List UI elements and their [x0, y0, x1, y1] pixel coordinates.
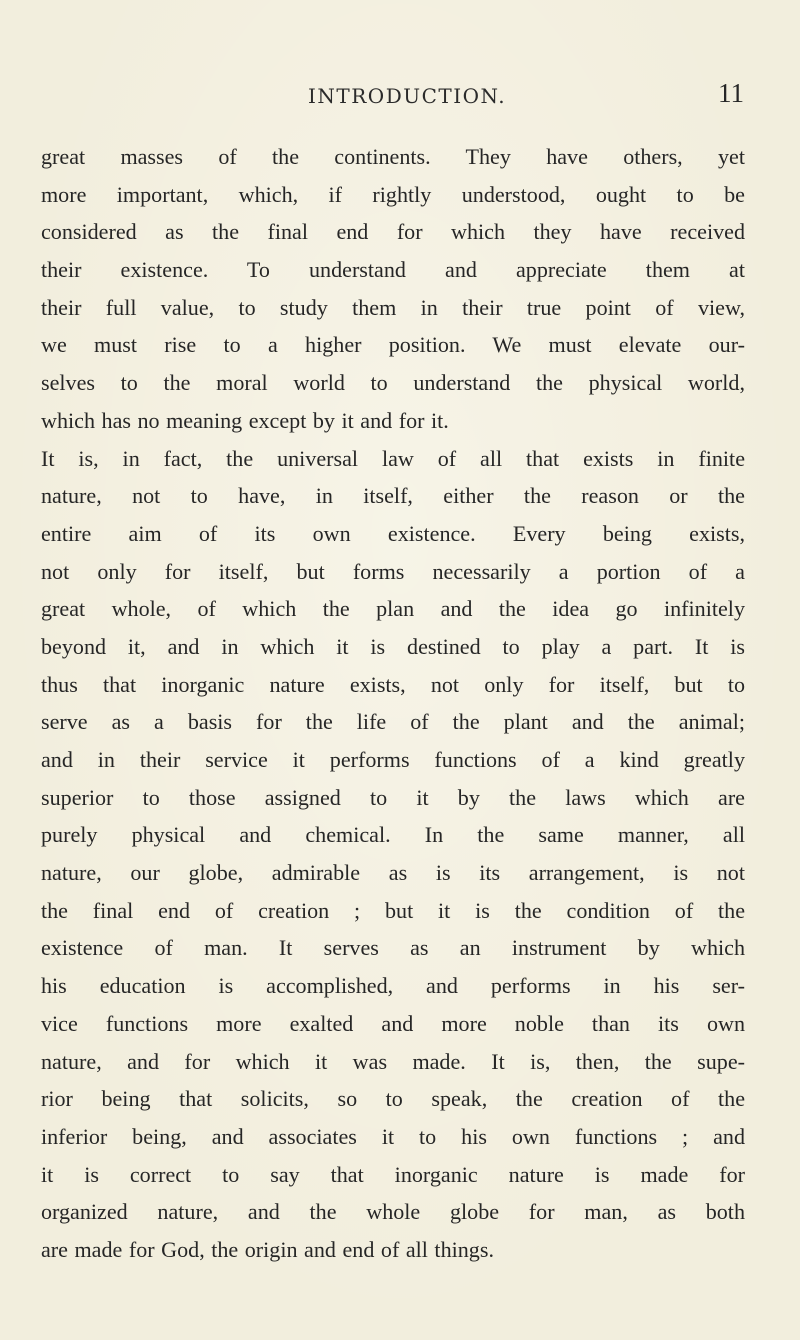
text-line: nature, our globe, admirable as is its arrangement, is not	[41, 860, 745, 886]
running-head: INTRODUCTION.	[308, 84, 507, 108]
text-line: it is correct to say that inorganic nature is made for	[41, 1161, 745, 1187]
text-line: purely physical and chemical. In the same manner, all	[41, 822, 745, 848]
text-line: his education is accomplished, and performs in his ser-	[41, 973, 745, 999]
text-line: great whole, of which the plan and the idea go infinitely	[41, 596, 745, 622]
body-text	[41, 138, 745, 1269]
page-number: 11	[718, 78, 744, 108]
text-line: superior to those assigned to it by the laws which are	[41, 784, 745, 810]
text-line: existence of man. It serves as an instrument by which	[41, 935, 745, 961]
text-line: vice functions more exalted and more noble than its own	[41, 1010, 745, 1036]
text-line: their full value, to study them in their true point of view,	[41, 294, 745, 320]
text-line: thus that inorganic nature exists, not only for itself, but to	[41, 671, 745, 697]
text-line: rior being that solicits, so to speak, the creation of the	[41, 1086, 745, 1112]
text-line: the final end of creation ; but it is the condition of the	[41, 897, 745, 923]
text-line: beyond it, and in which it is destined to play a part. It is	[41, 633, 745, 659]
text-line: entire aim of its own existence. Every being exists,	[41, 520, 745, 546]
text-line: and in their service it performs functions of a kind greatly	[41, 747, 745, 772]
text-line: we must rise to a higher position. We must elevate our-	[41, 332, 745, 358]
text-line: more important, which, if rightly understood, ought to be	[41, 181, 745, 207]
page-header	[40, 78, 744, 114]
text-line: selves to the moral world to understand the physical world,	[41, 370, 745, 396]
text-line: serve as a basis for the life of the plant and the animal;	[41, 709, 745, 735]
text-line: nature, and for which it was made. It is, then, the supe-	[41, 1048, 745, 1074]
text-line: great masses of the continents. They have others, yet	[41, 144, 745, 169]
text-line: considered as the final end for which they have received	[41, 219, 745, 245]
text-line: which has no meaning except by it and for it.	[41, 407, 449, 433]
text-line: their existence. To understand and appreciate them at	[41, 257, 745, 283]
text-line: It is, in fact, the universal law of all that exists in finite	[41, 445, 745, 471]
text-line: are made for God, the origin and end of all things.	[41, 1236, 494, 1262]
text-line: nature, not to have, in itself, either the reason or the	[41, 483, 745, 509]
text-line: inferior being, and associates it to his own functions ; and	[41, 1123, 745, 1149]
text-line: not only for itself, but forms necessarily a portion of a	[41, 558, 745, 584]
text-line: organized nature, and the whole globe for man, as both	[41, 1199, 745, 1225]
